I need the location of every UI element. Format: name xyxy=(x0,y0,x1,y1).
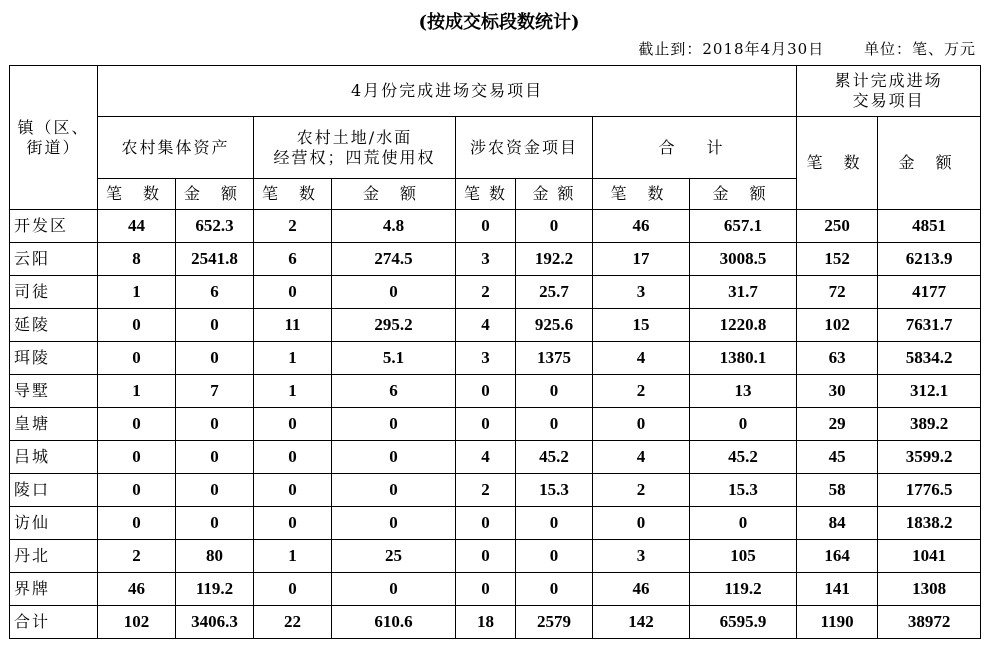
value-cell: 0 xyxy=(98,441,176,474)
value-cell: 2 xyxy=(98,540,176,573)
value-cell: 0 xyxy=(516,573,593,606)
value-cell: 105 xyxy=(690,540,797,573)
value-cell: 4177 xyxy=(878,276,981,309)
region-header-line2: 街道） xyxy=(26,137,81,157)
collective-assets-header: 农村集体资产 xyxy=(98,117,254,179)
table-row xyxy=(10,342,981,375)
region-name-cell: 吕城 xyxy=(10,441,98,474)
value-cell: 652.3 xyxy=(176,210,254,243)
collective-amount-header: 金 额 xyxy=(176,179,254,210)
region-name-cell: 云阳 xyxy=(10,243,98,276)
value-cell: 0 xyxy=(690,408,797,441)
value-cell: 0 xyxy=(516,540,593,573)
table-row xyxy=(10,507,981,540)
table-row xyxy=(10,375,981,408)
table-row xyxy=(10,276,981,309)
value-cell: 1190 xyxy=(797,606,878,639)
value-cell: 0 xyxy=(254,441,332,474)
funds-amount-header: 金 额 xyxy=(516,179,593,210)
collective-count-header: 笔 数 xyxy=(98,179,176,210)
page-title: (按成交标段数统计) xyxy=(418,12,580,33)
value-cell: 389.2 xyxy=(878,408,981,441)
value-cell: 4 xyxy=(456,309,516,342)
value-cell: 15 xyxy=(593,309,690,342)
value-cell: 46 xyxy=(98,573,176,606)
value-cell: 38972 xyxy=(878,606,981,639)
region-name-cell: 延陵 xyxy=(10,309,98,342)
value-cell: 3 xyxy=(456,342,516,375)
value-cell: 0 xyxy=(456,210,516,243)
table-row xyxy=(10,441,981,474)
total-amount-header: 金 额 xyxy=(690,179,797,210)
value-cell: 3406.3 xyxy=(176,606,254,639)
value-cell: 5834.2 xyxy=(878,342,981,375)
value-cell: 2 xyxy=(254,210,332,243)
april-group-header: 4月份完成进场交易项目 xyxy=(98,66,797,117)
value-cell: 3 xyxy=(593,276,690,309)
table-row xyxy=(10,243,981,276)
value-cell: 192.2 xyxy=(516,243,593,276)
value-cell: 0 xyxy=(593,507,690,540)
value-cell: 25 xyxy=(332,540,456,573)
land-amount-header: 金 额 xyxy=(332,179,456,210)
region-name-cell: 开发区 xyxy=(10,210,98,243)
region-name-cell: 界牌 xyxy=(10,573,98,606)
region-header xyxy=(10,66,98,210)
region-name-cell: 访仙 xyxy=(10,507,98,540)
value-cell: 6213.9 xyxy=(878,243,981,276)
value-cell: 102 xyxy=(797,309,878,342)
value-cell: 1380.1 xyxy=(690,342,797,375)
value-cell: 250 xyxy=(797,210,878,243)
value-cell: 1 xyxy=(254,540,332,573)
value-cell: 274.5 xyxy=(332,243,456,276)
statistics-table xyxy=(9,65,981,639)
value-cell: 3 xyxy=(456,243,516,276)
value-cell: 84 xyxy=(797,507,878,540)
value-cell: 1 xyxy=(98,276,176,309)
region-name-cell: 皇塘 xyxy=(10,408,98,441)
value-cell: 0 xyxy=(176,474,254,507)
agri-funds-header: 涉农资金项目 xyxy=(456,117,593,179)
value-cell: 45 xyxy=(797,441,878,474)
report-meta xyxy=(638,38,976,59)
value-cell: 119.2 xyxy=(690,573,797,606)
value-cell: 0 xyxy=(516,210,593,243)
region-name-cell: 导墅 xyxy=(10,375,98,408)
value-cell: 0 xyxy=(332,474,456,507)
value-cell: 657.1 xyxy=(690,210,797,243)
value-cell: 2 xyxy=(456,474,516,507)
cumulative-amount-header: 金 额 xyxy=(878,117,981,210)
value-cell: 0 xyxy=(176,408,254,441)
cumulative-count-header: 笔 数 xyxy=(797,117,878,210)
value-cell: 0 xyxy=(456,375,516,408)
value-cell: 4 xyxy=(593,342,690,375)
value-cell: 142 xyxy=(593,606,690,639)
value-cell: 295.2 xyxy=(332,309,456,342)
value-cell: 46 xyxy=(593,573,690,606)
value-cell: 13 xyxy=(690,375,797,408)
unit-label: 单位：笔、万元 xyxy=(863,40,976,58)
value-cell: 7 xyxy=(176,375,254,408)
cumulative-header-line1: 累计完成进场 xyxy=(834,71,943,90)
value-cell: 1 xyxy=(254,375,332,408)
value-cell: 22 xyxy=(254,606,332,639)
table-row xyxy=(10,540,981,573)
value-cell: 1308 xyxy=(878,573,981,606)
region-header-line1: 镇（区、 xyxy=(17,117,90,137)
value-cell: 30 xyxy=(797,375,878,408)
value-cell: 1838.2 xyxy=(878,507,981,540)
value-cell: 58 xyxy=(797,474,878,507)
value-cell: 1 xyxy=(254,342,332,375)
value-cell: 0 xyxy=(456,507,516,540)
value-cell: 15.3 xyxy=(690,474,797,507)
value-cell: 0 xyxy=(254,573,332,606)
value-cell: 0 xyxy=(332,276,456,309)
total-count-header: 笔 数 xyxy=(593,179,690,210)
value-cell: 1 xyxy=(98,375,176,408)
cumulative-header-line2: 交易项目 xyxy=(852,91,925,110)
land-rights-header-line2: 经营权；四荒使用权 xyxy=(273,147,436,167)
value-cell: 0 xyxy=(98,474,176,507)
value-cell: 0 xyxy=(332,441,456,474)
value-cell: 0 xyxy=(456,408,516,441)
value-cell: 119.2 xyxy=(176,573,254,606)
value-cell: 312.1 xyxy=(878,375,981,408)
april-total-header: 合 计 xyxy=(593,117,797,179)
land-rights-header xyxy=(254,117,456,179)
value-cell: 1375 xyxy=(516,342,593,375)
value-cell: 6 xyxy=(176,276,254,309)
value-cell: 0 xyxy=(98,309,176,342)
value-cell: 164 xyxy=(797,540,878,573)
value-cell: 46 xyxy=(593,210,690,243)
value-cell: 0 xyxy=(456,540,516,573)
region-name-cell: 珥陵 xyxy=(10,342,98,375)
value-cell: 2579 xyxy=(516,606,593,639)
region-name-cell: 丹北 xyxy=(10,540,98,573)
value-cell: 0 xyxy=(176,441,254,474)
value-cell: 63 xyxy=(797,342,878,375)
value-cell: 0 xyxy=(98,342,176,375)
value-cell: 0 xyxy=(516,375,593,408)
value-cell: 0 xyxy=(516,408,593,441)
value-cell: 0 xyxy=(254,507,332,540)
table-row xyxy=(10,474,981,507)
value-cell: 72 xyxy=(797,276,878,309)
value-cell: 0 xyxy=(98,507,176,540)
cumulative-group-header xyxy=(797,66,981,117)
value-cell: 11 xyxy=(254,309,332,342)
value-cell: 2 xyxy=(593,474,690,507)
value-cell: 29 xyxy=(797,408,878,441)
value-cell: 0 xyxy=(516,507,593,540)
value-cell: 0 xyxy=(332,507,456,540)
value-cell: 6595.9 xyxy=(690,606,797,639)
value-cell: 1220.8 xyxy=(690,309,797,342)
value-cell: 0 xyxy=(176,507,254,540)
value-cell: 925.6 xyxy=(516,309,593,342)
value-cell: 80 xyxy=(176,540,254,573)
table-row xyxy=(10,573,981,606)
value-cell: 6 xyxy=(254,243,332,276)
value-cell: 1041 xyxy=(878,540,981,573)
region-name-cell: 司徒 xyxy=(10,276,98,309)
funds-count-header: 笔 数 xyxy=(456,179,516,210)
value-cell: 0 xyxy=(176,342,254,375)
value-cell: 141 xyxy=(797,573,878,606)
region-name-cell: 合计 xyxy=(10,606,98,639)
value-cell: 7631.7 xyxy=(878,309,981,342)
value-cell: 3 xyxy=(593,540,690,573)
value-cell: 31.7 xyxy=(690,276,797,309)
value-cell: 4 xyxy=(456,441,516,474)
value-cell: 4 xyxy=(593,441,690,474)
value-cell: 2541.8 xyxy=(176,243,254,276)
value-cell: 3599.2 xyxy=(878,441,981,474)
value-cell: 17 xyxy=(593,243,690,276)
land-count-header: 笔 数 xyxy=(254,179,332,210)
region-name-cell: 陵口 xyxy=(10,474,98,507)
value-cell: 0 xyxy=(98,408,176,441)
value-cell: 15.3 xyxy=(516,474,593,507)
value-cell: 45.2 xyxy=(690,441,797,474)
value-cell: 25.7 xyxy=(516,276,593,309)
value-cell: 0 xyxy=(593,408,690,441)
value-cell: 18 xyxy=(456,606,516,639)
value-cell: 0 xyxy=(456,573,516,606)
value-cell: 0 xyxy=(254,408,332,441)
value-cell: 0 xyxy=(690,507,797,540)
table-row xyxy=(10,210,981,243)
value-cell: 45.2 xyxy=(516,441,593,474)
value-cell: 152 xyxy=(797,243,878,276)
cutoff-date: 截止到：2018年4月30日 xyxy=(638,40,825,58)
value-cell: 1776.5 xyxy=(878,474,981,507)
table-row xyxy=(10,606,981,639)
value-cell: 102 xyxy=(98,606,176,639)
value-cell: 4851 xyxy=(878,210,981,243)
value-cell: 8 xyxy=(98,243,176,276)
value-cell: 6 xyxy=(332,375,456,408)
table-row xyxy=(10,309,981,342)
value-cell: 2 xyxy=(593,375,690,408)
value-cell: 0 xyxy=(176,309,254,342)
value-cell: 610.6 xyxy=(332,606,456,639)
value-cell: 0 xyxy=(332,573,456,606)
value-cell: 0 xyxy=(332,408,456,441)
land-rights-header-line1: 农村土地/水面 xyxy=(296,127,413,147)
value-cell: 0 xyxy=(254,276,332,309)
value-cell: 2 xyxy=(456,276,516,309)
value-cell: 4.8 xyxy=(332,210,456,243)
value-cell: 44 xyxy=(98,210,176,243)
value-cell: 5.1 xyxy=(332,342,456,375)
value-cell: 0 xyxy=(254,474,332,507)
value-cell: 3008.5 xyxy=(690,243,797,276)
table-body xyxy=(10,210,981,639)
table-row xyxy=(10,408,981,441)
